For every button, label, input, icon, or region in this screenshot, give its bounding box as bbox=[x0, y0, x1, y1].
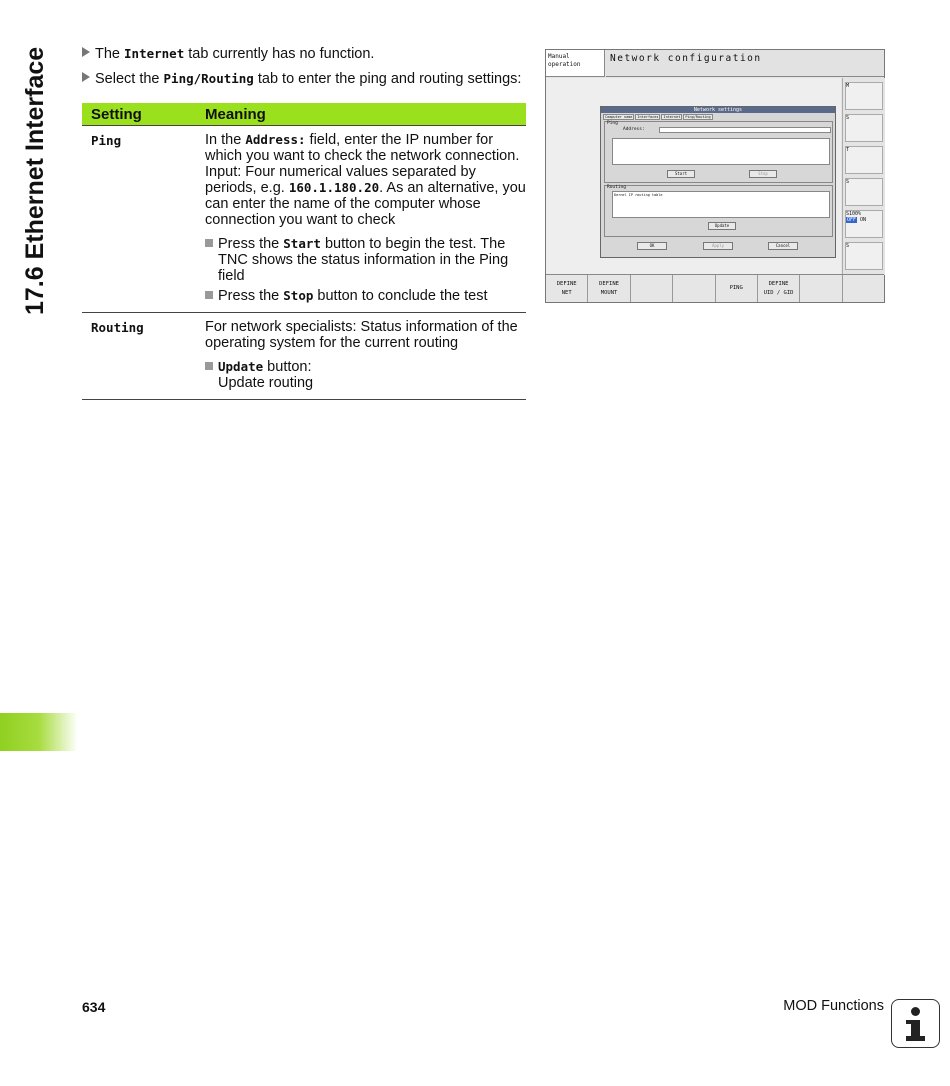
spindle-minus-key[interactable]: S bbox=[845, 242, 883, 270]
bullet-internet bbox=[82, 46, 374, 62]
operating-mode-box: Manual operation bbox=[546, 50, 605, 77]
header-setting: Setting bbox=[91, 105, 142, 123]
footer-section-name: MOD Functions bbox=[783, 998, 884, 1014]
chapter-side-title: 17.6 Ethernet Interface bbox=[21, 46, 49, 315]
softkey-define-mount[interactable]: DEFINE MOUNT bbox=[588, 275, 630, 302]
tab-internet[interactable]: Internet bbox=[663, 115, 681, 119]
spindle-override-key[interactable]: S100% OFF ON bbox=[845, 210, 883, 238]
softkey-empty[interactable] bbox=[800, 275, 842, 302]
meaning-cell bbox=[204, 319, 526, 391]
start-button[interactable]: Start bbox=[667, 170, 695, 178]
softkey-row bbox=[546, 274, 884, 302]
tab-interfaces[interactable]: Interfaces bbox=[637, 115, 659, 119]
tool-key[interactable]: T bbox=[845, 146, 883, 174]
update-button[interactable]: Update bbox=[708, 222, 736, 230]
bullet-text: tab to enter the ping and routing settings: bbox=[253, 71, 522, 87]
spindle-plus-key[interactable]: S bbox=[845, 178, 883, 206]
square-bullet-icon bbox=[205, 239, 213, 247]
info-icon bbox=[891, 999, 940, 1048]
address-input[interactable] bbox=[659, 127, 831, 133]
bullet-text: The bbox=[95, 46, 125, 62]
softkey-empty[interactable] bbox=[673, 275, 715, 302]
softkey-empty[interactable] bbox=[631, 275, 673, 302]
dialog-title: Network settings bbox=[601, 107, 835, 113]
chapter-tab-marker bbox=[0, 713, 78, 751]
apply-button[interactable]: Apply bbox=[703, 242, 733, 250]
routing-output: Kernel IP routing table bbox=[612, 191, 830, 218]
list-item: Update button: Update routing bbox=[205, 359, 526, 391]
bullet-text: tab currently has no function. bbox=[184, 46, 375, 62]
softkey-empty[interactable] bbox=[843, 275, 884, 302]
tab-computer-name[interactable]: Computer name bbox=[605, 115, 633, 119]
screen-title: Network configuration bbox=[606, 50, 884, 77]
table-header bbox=[82, 103, 526, 126]
header-meaning: Meaning bbox=[205, 105, 266, 123]
routing-description: For network specialists: Status information of the operating system for the current routing bbox=[205, 319, 518, 351]
dialog-tabs bbox=[601, 113, 835, 121]
settings-table bbox=[82, 103, 526, 400]
ping-group: Ping Address: Start Stop bbox=[604, 121, 833, 183]
square-bullet-icon bbox=[205, 291, 213, 299]
machine-status-column bbox=[842, 78, 885, 275]
softkey-define-uid-gid[interactable]: DEFINE UID / GID bbox=[758, 275, 800, 302]
list-item: Press the Stop button to conclude the test bbox=[205, 288, 526, 304]
list-item: Press the Start button to begin the test. The TNC shows the status information in the Ping field bbox=[205, 236, 526, 284]
bullet-text: Select the bbox=[95, 71, 164, 87]
arrow-bullet-icon bbox=[82, 72, 90, 82]
cancel-button[interactable]: Cancel bbox=[768, 242, 798, 250]
m-function-key[interactable]: M bbox=[845, 82, 883, 110]
table-row-ping bbox=[82, 126, 526, 313]
tab-ping-routing[interactable]: Ping/Routing bbox=[685, 115, 711, 119]
stop-button[interactable]: Stop bbox=[749, 170, 777, 178]
tnc-screenshot bbox=[545, 49, 885, 303]
code-text: Ping/Routing bbox=[163, 71, 254, 86]
softkey-ping[interactable]: PING bbox=[716, 275, 758, 302]
softkey-define-net[interactable]: DEFINE NET bbox=[546, 275, 588, 302]
page-number: 634 bbox=[82, 999, 106, 1015]
arrow-bullet-icon bbox=[82, 47, 90, 57]
code-text: Internet bbox=[124, 46, 185, 61]
meaning-cell bbox=[204, 132, 526, 304]
routing-group: Routing Kernel IP routing table Update bbox=[604, 185, 833, 237]
network-settings-dialog bbox=[600, 106, 836, 258]
ok-button[interactable]: OK bbox=[637, 242, 667, 250]
setting-name: Routing bbox=[91, 320, 144, 335]
square-bullet-icon bbox=[205, 362, 213, 370]
bullet-ping-routing bbox=[82, 71, 521, 87]
setting-name: Ping bbox=[91, 133, 122, 148]
table-row-routing bbox=[82, 313, 526, 400]
s-function-key[interactable]: S bbox=[845, 114, 883, 142]
ping-description: In the Address: field, enter the IP number for which you want to check the network connection. Input: Four numerical values separated by periods, e.g. 160.1.180.20. As an alternative, you can enter the name of the computer whose connection you want to check bbox=[205, 132, 526, 228]
ping-output bbox=[612, 138, 830, 165]
